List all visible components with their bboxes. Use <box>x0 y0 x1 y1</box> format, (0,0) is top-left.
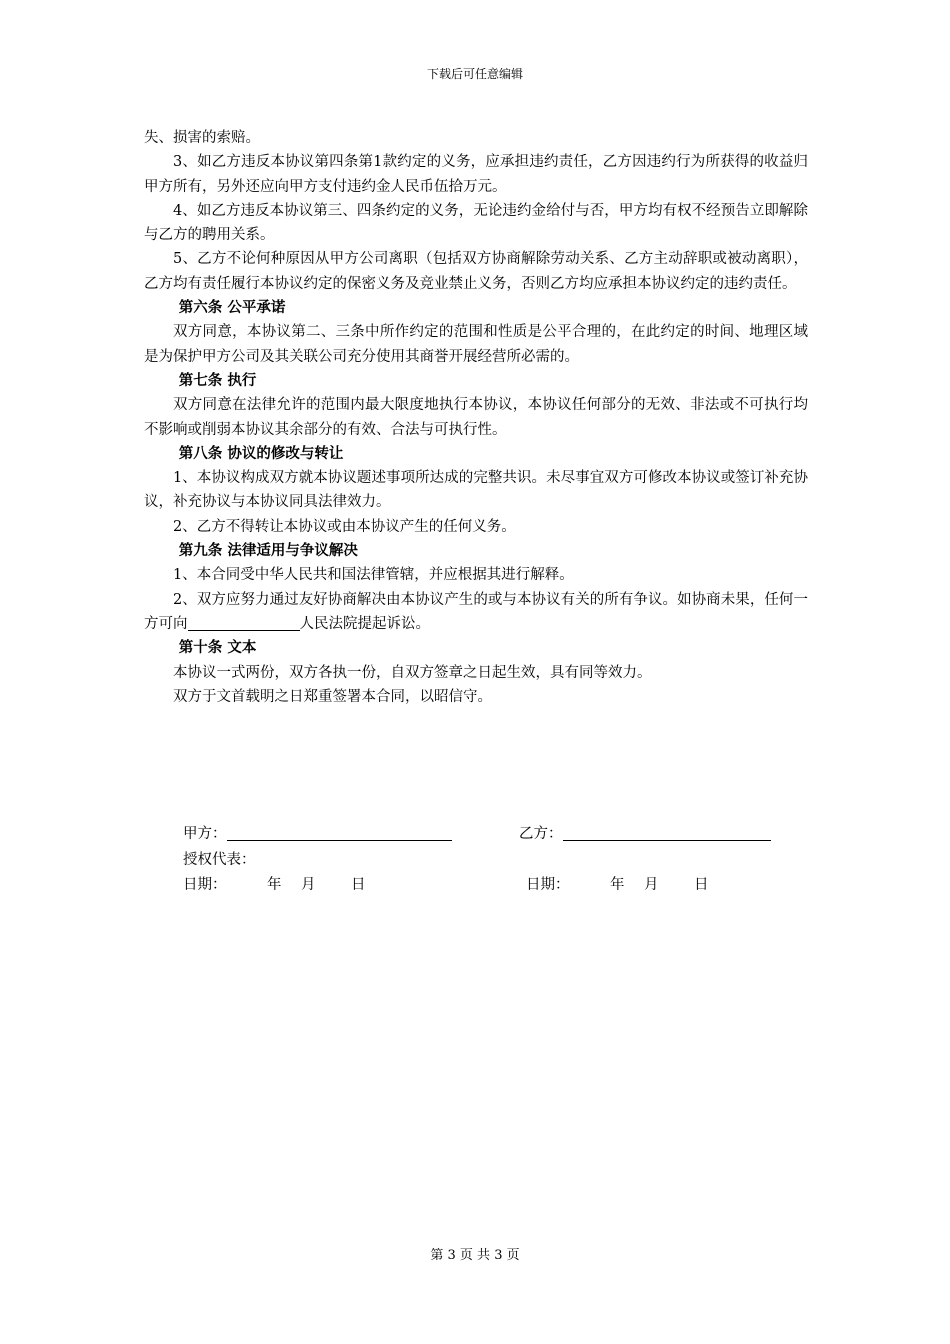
party-a-signature <box>183 822 452 846</box>
day-label: 日 <box>351 877 366 893</box>
party-a-label: 甲方： <box>183 826 227 842</box>
paragraph: 3、如乙方违反本协议第四条第1款约定的义务，应承担违约责任，乙方因违约行为所获得的收益归甲方所有，另外还应向甲方支付违约金人民币伍拾万元。 <box>144 154 808 195</box>
court-name-blank <box>188 614 300 631</box>
month-label: 月 <box>301 877 316 893</box>
section-heading: 第七条 执行 <box>178 372 257 389</box>
day-label: 日 <box>694 877 709 893</box>
party-b-label: 乙方： <box>519 826 563 842</box>
paragraph: 4、如乙方违反本协议第三、四条约定的义务，无论违约金给付与否，甲方均有权不经预告立即解除与乙方的聘用关系。 <box>144 202 808 244</box>
document-body <box>144 126 808 709</box>
paragraph-text: 人民法院提起诉讼。 <box>299 615 430 632</box>
party-b-sign-line <box>563 824 771 841</box>
party-a-sign-line <box>227 824 452 841</box>
paragraph: 2、乙方不得转让本协议或由本协议产生的任何义务。 <box>173 518 516 535</box>
year-label: 年 <box>610 877 625 893</box>
paragraph: 失、损害的索赔。 <box>144 130 260 146</box>
section-heading: 第九条 法律适用与争议解决 <box>178 543 358 560</box>
party-b-date <box>526 873 709 897</box>
date-label: 日期： <box>183 877 227 893</box>
paragraph: 1、本合同受中华人民共和国法律管辖，并应根据其进行解释。 <box>173 567 574 584</box>
paragraph-text: 2、双方应努力通过友好协商解决由本协议产生的或与本协议有关的所有争议。如协商未果，任何一方可向 <box>144 591 808 632</box>
paragraph: 1、本协议构成双方就本协议题述事项所达成的完整共识。未尽事宜双方可修改本协议或签订补充协议，补充协议与本协议同具法律效力。 <box>144 470 808 511</box>
section-heading: 第八条 协议的修改与转让 <box>178 445 344 462</box>
party-b-signature <box>519 822 771 846</box>
paragraph: 双方同意在法律允许的范围内最大限度地执行本协议，本协议任何部分的无效、非法或不可执行均不影响或削弱本协议其余部分的有效、合法与可执行性。 <box>144 397 808 438</box>
paragraph: 5、乙方不论何种原因从甲方公司离职（包括双方协商解除劳动关系、乙方主动辞职或被动离职），乙方均有责任履行本协议约定的保密义务及竞业禁止义务，否则乙方均应承担本协议约定的违约责任。 <box>144 251 808 292</box>
paragraph <box>144 588 808 637</box>
month-label: 月 <box>644 877 659 893</box>
year-label: 年 <box>267 877 282 893</box>
paragraph: 双方同意，本协议第二、三条中所作约定的范围和性质是公平合理的，在此约定的时间、地理区域是为保护甲方公司及其关联公司充分使用其商誉开展经营所必需的。 <box>144 324 808 365</box>
page-footer: 第 3 页 共 3 页 <box>430 1248 520 1263</box>
paragraph: 双方于文首载明之日郑重签署本合同，以昭信守。 <box>173 688 492 705</box>
section-heading: 第十条 文本 <box>178 640 257 657</box>
page-header: 下载后可任意编辑 <box>426 67 523 81</box>
authorized-rep-label: 授权代表： <box>183 852 256 868</box>
section-heading: 第六条 公平承诺 <box>178 300 286 317</box>
party-a-date <box>183 873 366 897</box>
date-label: 日期： <box>526 877 570 893</box>
paragraph: 本协议一式两份，双方各执一份，自双方签章之日起生效，具有同等效力。 <box>173 664 652 681</box>
